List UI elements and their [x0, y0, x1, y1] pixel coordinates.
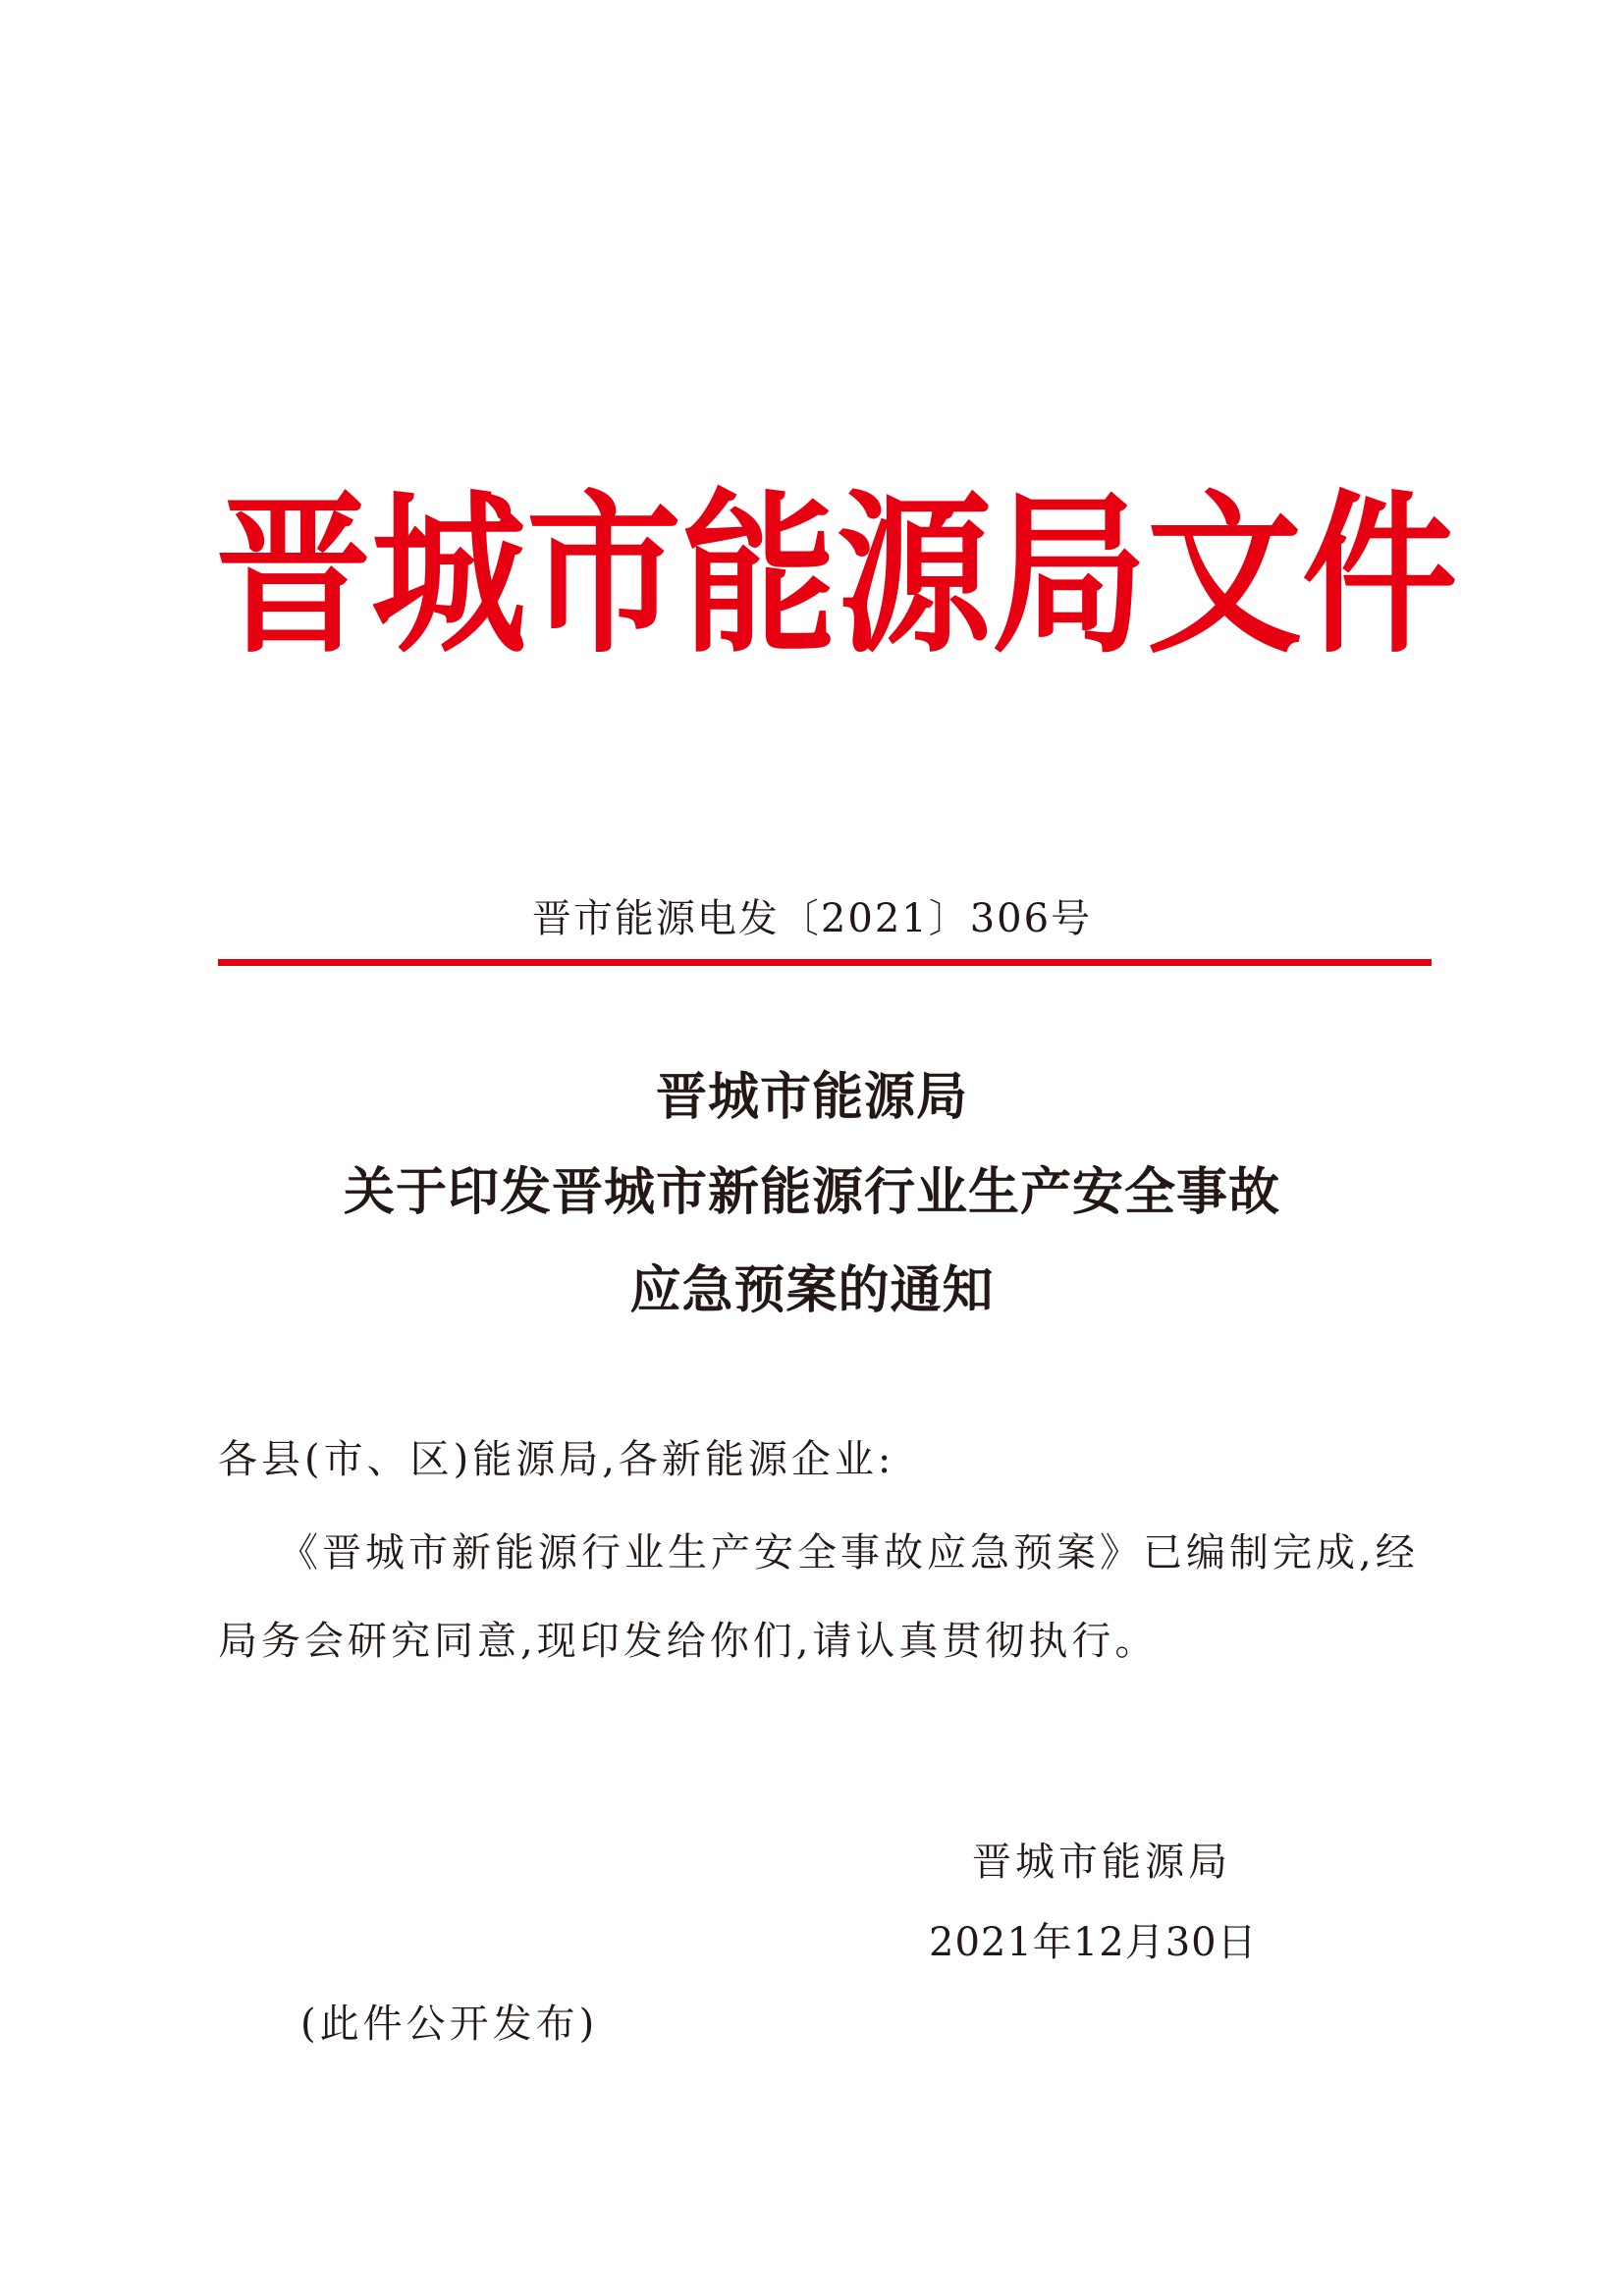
signature-organization: 晋城市能源局 [972, 1840, 1231, 1885]
signature-date: 2021年12月30日 [929, 1920, 1258, 1965]
public-release-note: (此件公开发布) [300, 2002, 599, 2047]
masthead-char: 件 [1302, 473, 1457, 678]
masthead-char: 能 [681, 473, 837, 678]
body-paragraph: 《晋城市新能源行业生产安全事故应急预案》已编制完成,经局务会研究同意,现印发给你们,请认真贯彻执行。 [218, 1530, 1419, 1664]
red-separator-rule [218, 959, 1432, 966]
masthead-char: 源 [837, 473, 992, 678]
masthead-char: 文 [1147, 473, 1302, 678]
masthead-char: 城 [371, 473, 526, 678]
document-number: 晋市能源电发〔2021〕306号 [531, 896, 1093, 941]
document-masthead [216, 454, 1457, 699]
masthead-char: 市 [526, 473, 681, 678]
masthead-char: 晋 [216, 473, 371, 678]
addressee-line: 各县(市、区)能源局,各新能源企业: [218, 1437, 895, 1482]
title-line-1: 晋城市能源局 [655, 1067, 968, 1127]
masthead-char: 局 [992, 473, 1147, 678]
title-line-3: 应急预案的通知 [629, 1260, 995, 1320]
title-line-2: 关于印发晋城市新能源行业生产安全事故 [343, 1162, 1280, 1222]
